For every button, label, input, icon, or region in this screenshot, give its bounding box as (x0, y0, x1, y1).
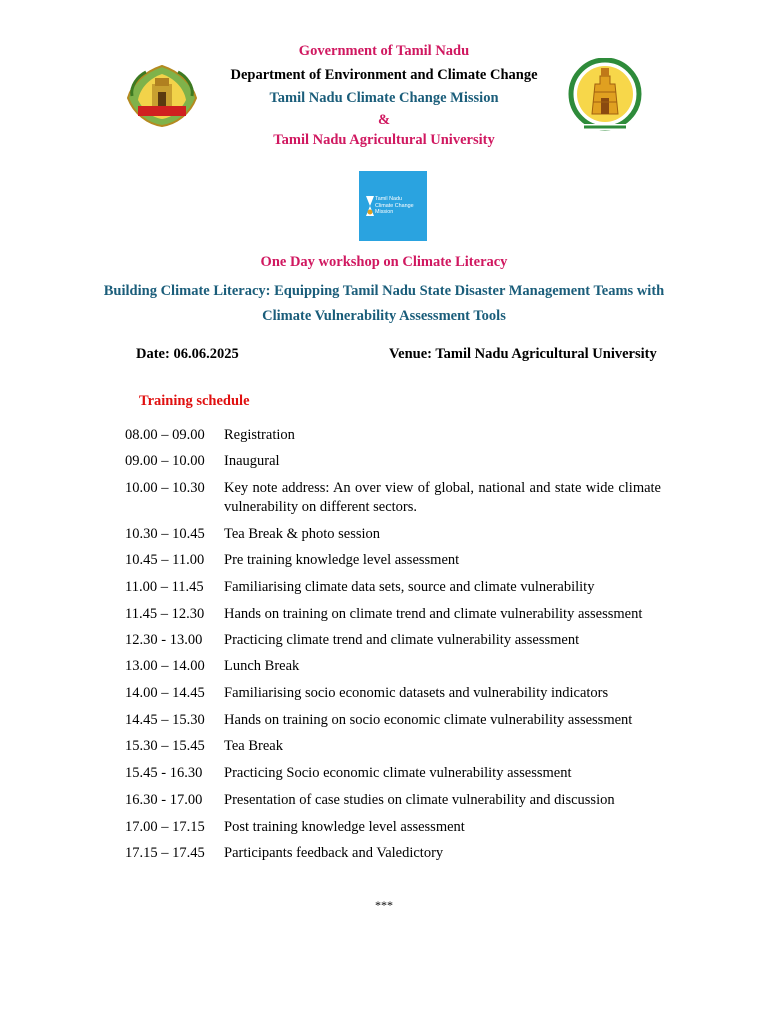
schedule-time: 11.45 – 12.30 (125, 606, 205, 622)
logo-text-line: Climate Change (375, 202, 414, 209)
schedule-title: Training schedule (139, 393, 250, 409)
schedule-activity: Familiarising socio economic datasets and vulnerability indicators (224, 685, 609, 701)
end-marker: *** (375, 898, 393, 912)
schedule-time: 10.45 – 11.00 (125, 552, 205, 568)
schedule-time: 08.00 – 09.00 (125, 427, 205, 443)
schedule-activity: Lunch Break (224, 658, 300, 674)
schedule-activity: Hands on training on climate trend and climate vulnerability assessment (224, 606, 643, 622)
schedule-activity: Pre training knowledge level assessment (224, 552, 460, 568)
schedule-time: 13.00 – 14.00 (125, 658, 205, 674)
schedule-time: 15.30 – 15.45 (125, 738, 205, 754)
logo-text-line: Tamil Nadu (375, 196, 402, 202)
schedule-time: 11.00 – 11.45 (125, 579, 204, 595)
workshop-title: One Day workshop on Climate Literacy (260, 254, 508, 270)
header-department: Department of Environment and Climate Change (230, 67, 538, 83)
schedule-activity: Practicing Socio economic climate vulnerability assessment (224, 765, 572, 781)
workshop-subtitle-line2: Climate Vulnerability Assessment Tools (262, 308, 506, 324)
schedule-activity: Tea Break (224, 738, 283, 754)
header-university: Tamil Nadu Agricultural University (273, 132, 495, 148)
schedule-time: 09.00 – 10.00 (125, 453, 205, 469)
schedule-time: 15.45 - 16.30 (125, 765, 203, 781)
schedule-activity: Participants feedback and Valedictory (224, 845, 444, 861)
schedule-time: 10.30 – 10.45 (125, 526, 205, 542)
schedule-activity: Practicing climate trend and climate vulnerability assessment (224, 632, 580, 648)
schedule-activity: Familiarising climate data sets, source and climate vulnerability (224, 579, 595, 595)
tnau-emblem-logo (124, 62, 200, 128)
schedule-time: 10.00 – 10.30 (125, 480, 205, 496)
workshop-subtitle-line1: Building Climate Literacy: Equipping Tamil Nadu State Disaster Management Teams with (103, 283, 665, 299)
schedule-time: 12.30 - 13.00 (125, 632, 203, 648)
schedule-time: 14.00 – 14.45 (125, 685, 205, 701)
schedule-time: 16.30 - 17.00 (125, 792, 203, 808)
schedule-activity: Tea Break & photo session (224, 526, 381, 542)
header-mission: Tamil Nadu Climate Change Mission (269, 90, 499, 106)
event-venue: Venue: Tamil Nadu Agricultural University (389, 346, 657, 362)
hourglass-icon (365, 195, 375, 217)
schedule-time: 17.15 – 17.45 (125, 845, 205, 861)
schedule-activity: Registration (224, 427, 295, 443)
climate-mission-logo (359, 171, 427, 241)
logo-text-line: Mission (375, 209, 394, 215)
event-date: Date: 06.06.2025 (136, 346, 239, 362)
climate-mission-logo-text (375, 196, 414, 216)
schedule-time: 17.00 – 17.15 (125, 819, 205, 835)
header-ampersand: & (377, 112, 391, 128)
schedule-activity: Presentation of case studies on climate vulnerability and discussion (224, 792, 615, 808)
schedule-time: 14.45 – 15.30 (125, 712, 205, 728)
header-government: Government of Tamil Nadu (298, 43, 470, 59)
schedule-activity: Inaugural (224, 453, 280, 469)
schedule-activity: Key note address: An over view of global, national and state wide climate vulnerability on different sectors. (224, 480, 661, 515)
schedule-activity: Post training knowledge level assessment (224, 819, 465, 835)
tamil-nadu-emblem-logo (566, 58, 644, 136)
schedule-activity: Hands on training on socio economic climate vulnerability assessment (224, 712, 633, 728)
